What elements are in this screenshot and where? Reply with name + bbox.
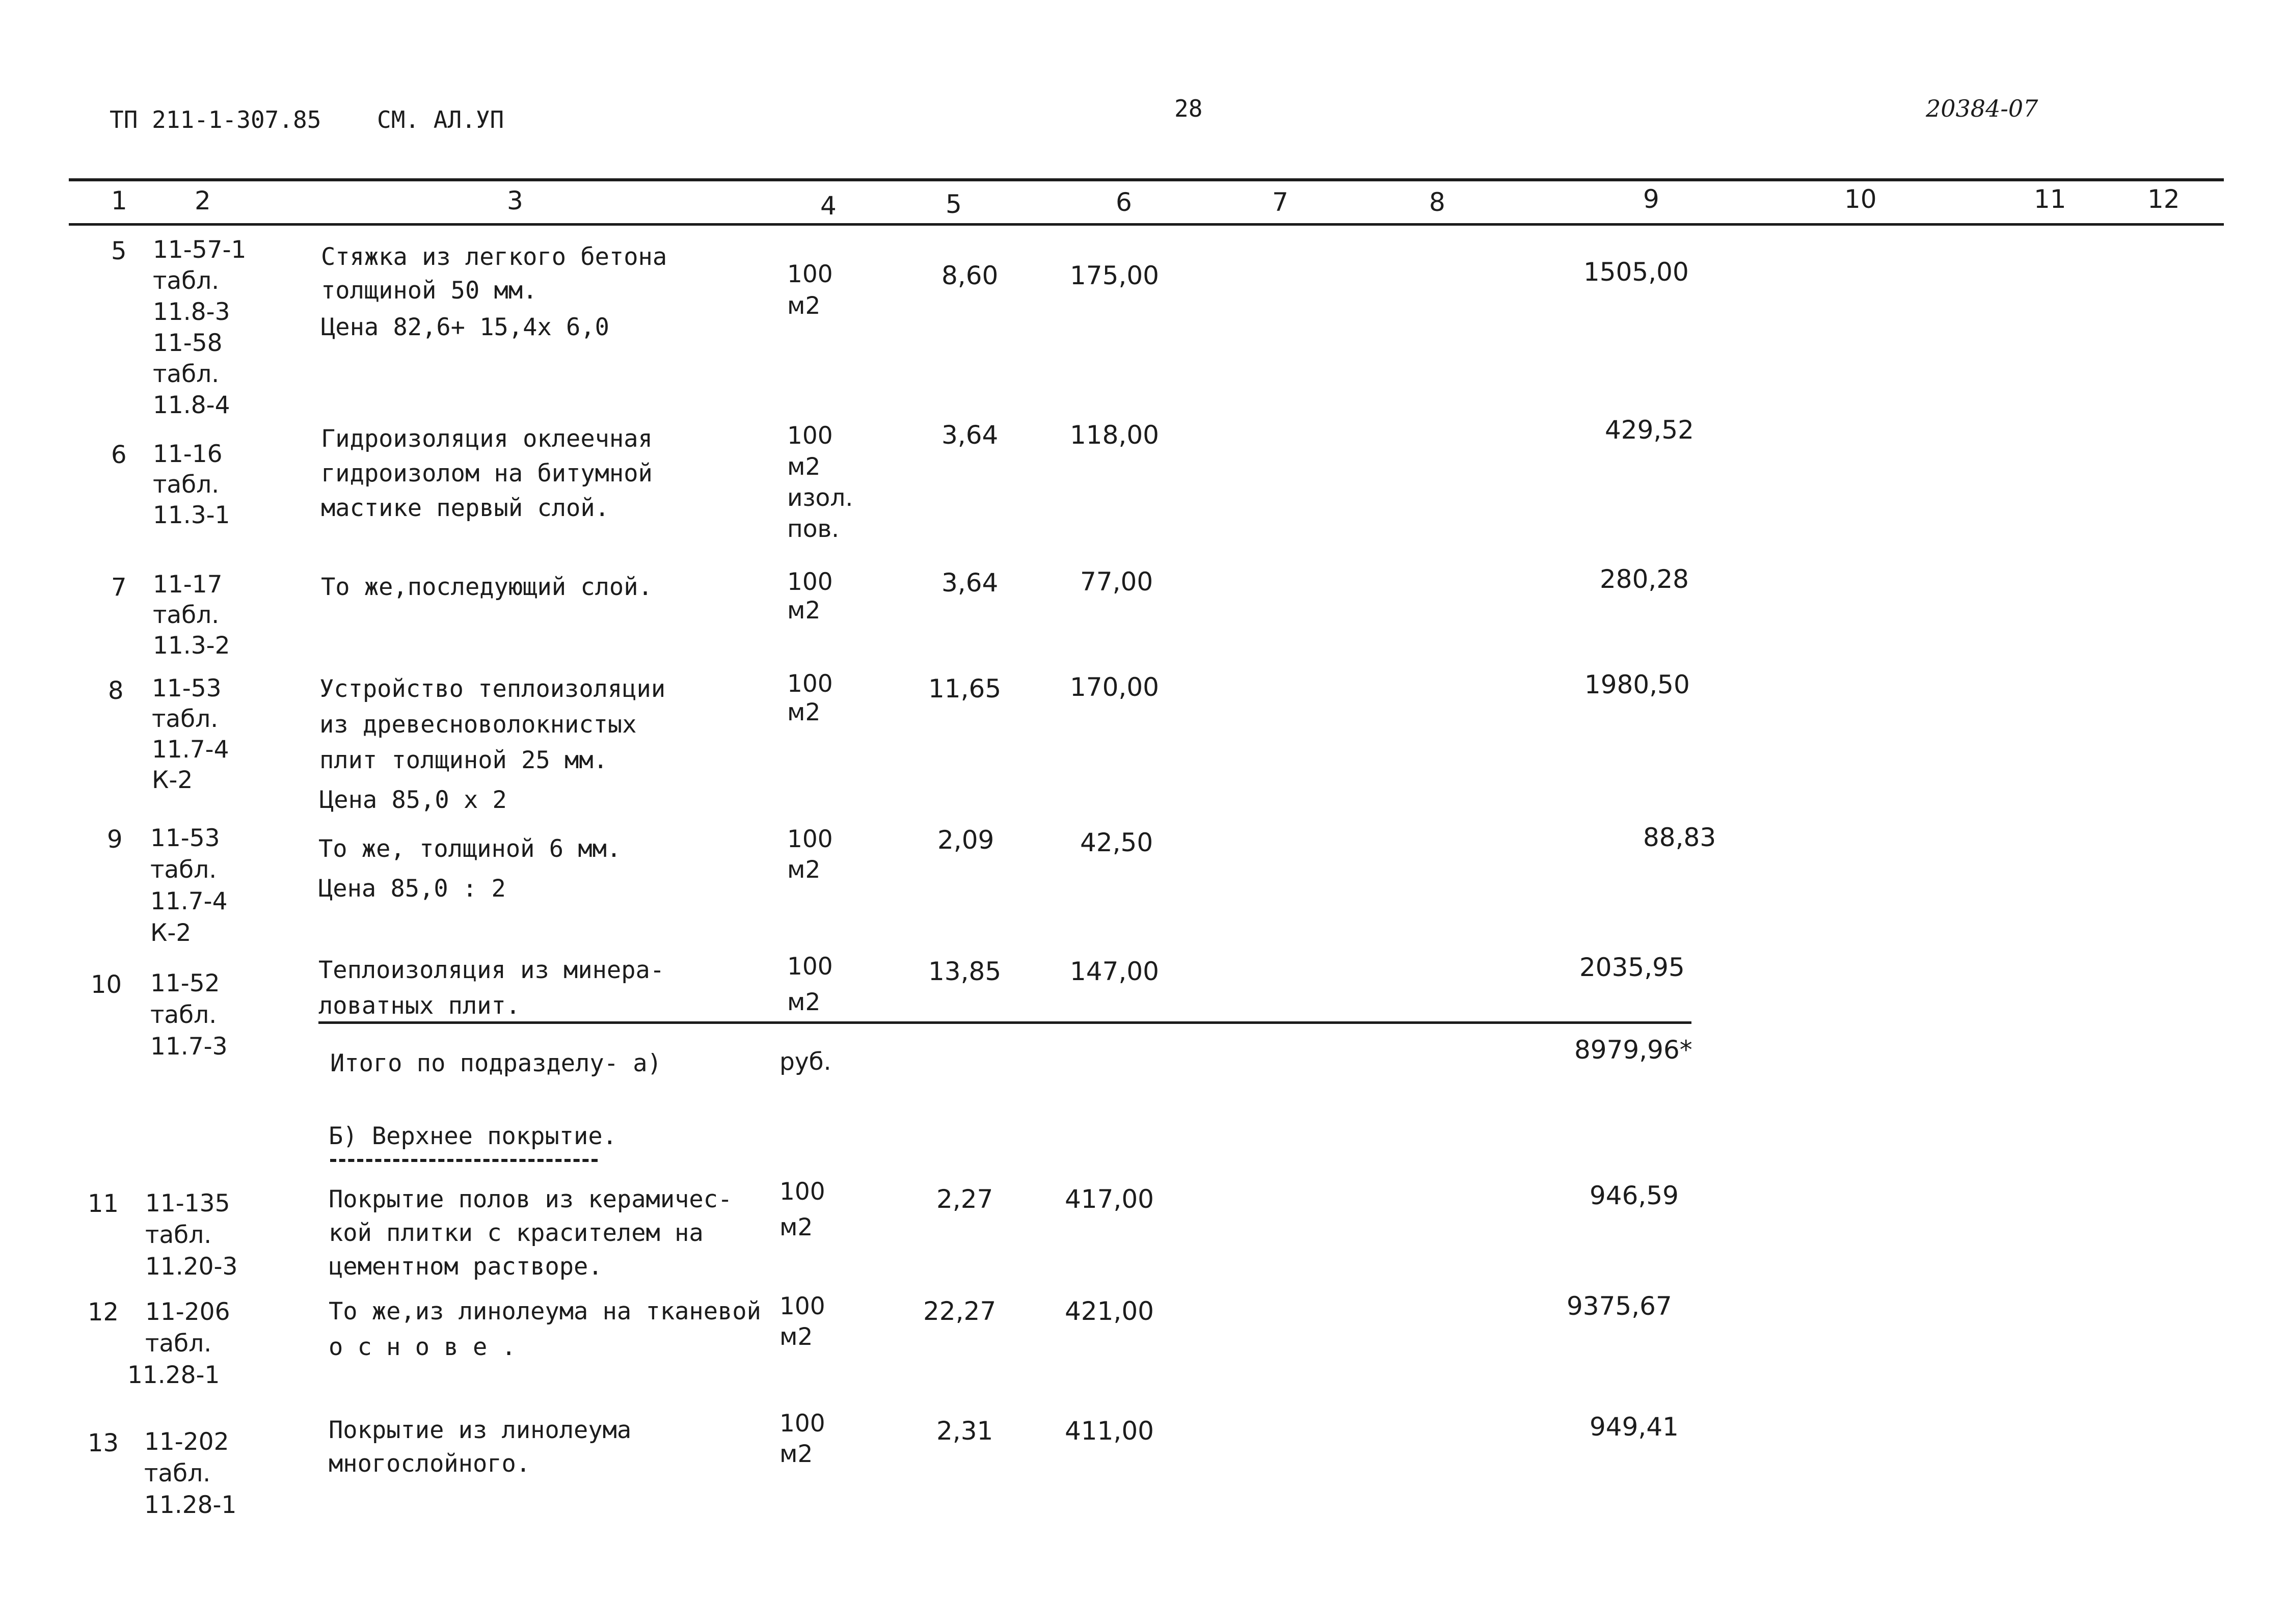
col-9: 9 bbox=[1643, 184, 1659, 214]
quantity: 3,64 bbox=[942, 420, 999, 450]
total-cost: 2035,95 bbox=[1579, 953, 1685, 982]
quantity: 2,31 bbox=[936, 1416, 993, 1446]
page-number: 28 bbox=[1174, 95, 1203, 122]
unit-price: 118,00 bbox=[1070, 420, 1159, 450]
total-cost: 429,52 bbox=[1605, 415, 1694, 445]
rate-code: 11-206 табл. 11.28-1 bbox=[127, 1298, 230, 1389]
section-title: Б) Верхнее покрытие. bbox=[329, 1122, 617, 1150]
rate-code: 11-135 табл. 11.20-3 bbox=[145, 1189, 238, 1281]
rate-code: 11-202 табл. 11.28-1 bbox=[144, 1428, 237, 1519]
col-11: 11 bbox=[2034, 184, 2066, 214]
work-description: То же,из линолеума на тканевой о с н о в е . bbox=[329, 1297, 761, 1361]
row-number: 10 bbox=[91, 970, 122, 999]
work-description: Устройство теплоизоляции из древесноволокнистых плит толщиной 25 мм. Цена 85,0 х 2 bbox=[319, 675, 666, 814]
row-number: 11 bbox=[88, 1189, 119, 1218]
row-number: 8 bbox=[108, 676, 124, 705]
unit: 100 м2 bbox=[787, 260, 833, 320]
unit-price: 417,00 bbox=[1065, 1184, 1154, 1214]
total-cost: 9375,67 bbox=[1567, 1291, 1672, 1321]
archive-number: 20384-07 bbox=[1926, 95, 2038, 122]
unit: 100 м2 bbox=[787, 568, 833, 625]
work-description: Гидроизоляция оклеечная гидроизолом на битумной мастике первый слой. bbox=[321, 425, 653, 522]
work-description: То же,последующий слой. bbox=[321, 573, 653, 601]
quantity: 13,85 bbox=[928, 957, 1002, 986]
quantity: 2,27 bbox=[936, 1184, 993, 1214]
row-number: 13 bbox=[88, 1429, 119, 1457]
subtotal-rule bbox=[318, 1021, 1691, 1024]
col-7: 7 bbox=[1272, 187, 1288, 217]
work-description: Покрытие полов из керамичес- кой плитки с красителем на цементном растворе. bbox=[329, 1185, 733, 1281]
rate-code: 11-53 табл. 11.7-4 К-2 bbox=[150, 824, 228, 947]
section-title-underline bbox=[330, 1159, 598, 1162]
unit: 100 м2 изол. пов. bbox=[787, 422, 853, 543]
row-number: 5 bbox=[111, 237, 127, 265]
rate-code: 11-52 табл. 11.7-3 bbox=[150, 969, 228, 1061]
subtotal-label: Итого по подразделу- а) bbox=[330, 1049, 662, 1077]
unit-price: 147,00 bbox=[1070, 957, 1159, 986]
unit-price: 170,00 bbox=[1070, 672, 1159, 702]
unit: 100 м2 bbox=[787, 670, 833, 726]
header-bottom-rule bbox=[69, 223, 2224, 226]
col-5: 5 bbox=[946, 190, 962, 219]
quantity: 11,65 bbox=[928, 674, 1002, 703]
col-1: 1 bbox=[111, 186, 127, 215]
unit-price: 42,50 bbox=[1080, 828, 1153, 857]
work-description: Теплоизоляция из минера- ловатных плит. bbox=[318, 956, 665, 1020]
total-cost: 88,83 bbox=[1643, 823, 1716, 852]
total-cost: 1505,00 bbox=[1583, 257, 1689, 287]
rate-code: 11-57-1 табл. 11.8-3 11-58 табл. 11.8-4 bbox=[153, 236, 247, 419]
unit: 100 м2 bbox=[787, 953, 833, 1016]
col-10: 10 bbox=[1844, 184, 1877, 214]
subtotal-total: 8979,96* bbox=[1574, 1035, 1692, 1065]
col-12: 12 bbox=[2147, 184, 2180, 214]
unit-price: 77,00 bbox=[1080, 567, 1153, 597]
unit-price: 411,00 bbox=[1065, 1416, 1154, 1446]
doc-code: ТП 211-1-307.85 bbox=[110, 106, 321, 133]
row-number: 12 bbox=[88, 1298, 119, 1327]
total-cost: 949,41 bbox=[1590, 1412, 1679, 1442]
unit: 100 м2 bbox=[779, 1410, 825, 1468]
col-2: 2 bbox=[195, 186, 211, 215]
quantity: 22,27 bbox=[923, 1296, 997, 1326]
rate-code: 11-17 табл. 11.3-2 bbox=[153, 571, 230, 660]
col-4: 4 bbox=[820, 191, 837, 221]
work-description: Покрытие из линолеума многослойного. bbox=[329, 1416, 632, 1478]
unit: 100 м2 bbox=[779, 1292, 825, 1351]
total-cost: 1980,50 bbox=[1584, 670, 1690, 699]
work-description: Стяжка из легкого бетона толщиной 50 мм. Цена 82,6+ 15,4х 6,0 bbox=[321, 243, 667, 341]
row-number: 7 bbox=[111, 573, 127, 602]
unit: 100 м2 bbox=[787, 825, 833, 884]
col-6: 6 bbox=[1116, 187, 1132, 217]
col-8: 8 bbox=[1429, 187, 1445, 217]
quantity: 8,60 bbox=[942, 261, 999, 290]
col-3: 3 bbox=[507, 186, 523, 215]
rate-code: 11-16 табл. 11.3-1 bbox=[153, 440, 230, 529]
row-number: 9 bbox=[107, 825, 123, 854]
unit: 100 м2 bbox=[779, 1178, 825, 1241]
unit-price: 175,00 bbox=[1070, 261, 1159, 290]
header-top-rule bbox=[69, 178, 2224, 181]
quantity: 3,64 bbox=[942, 568, 999, 598]
total-cost: 280,28 bbox=[1600, 564, 1689, 594]
quantity: 2,09 bbox=[937, 825, 994, 855]
row-number: 6 bbox=[111, 441, 127, 469]
album-ref: СМ. АЛ.УП bbox=[377, 106, 504, 133]
subtotal-unit: руб. bbox=[779, 1048, 831, 1076]
unit-price: 421,00 bbox=[1065, 1296, 1154, 1326]
total-cost: 946,59 bbox=[1590, 1181, 1679, 1210]
rate-code: 11-53 табл. 11.7-4 К-2 bbox=[152, 674, 229, 794]
work-description: То же, толщиной 6 мм. Цена 85,0 : 2 bbox=[318, 835, 622, 903]
